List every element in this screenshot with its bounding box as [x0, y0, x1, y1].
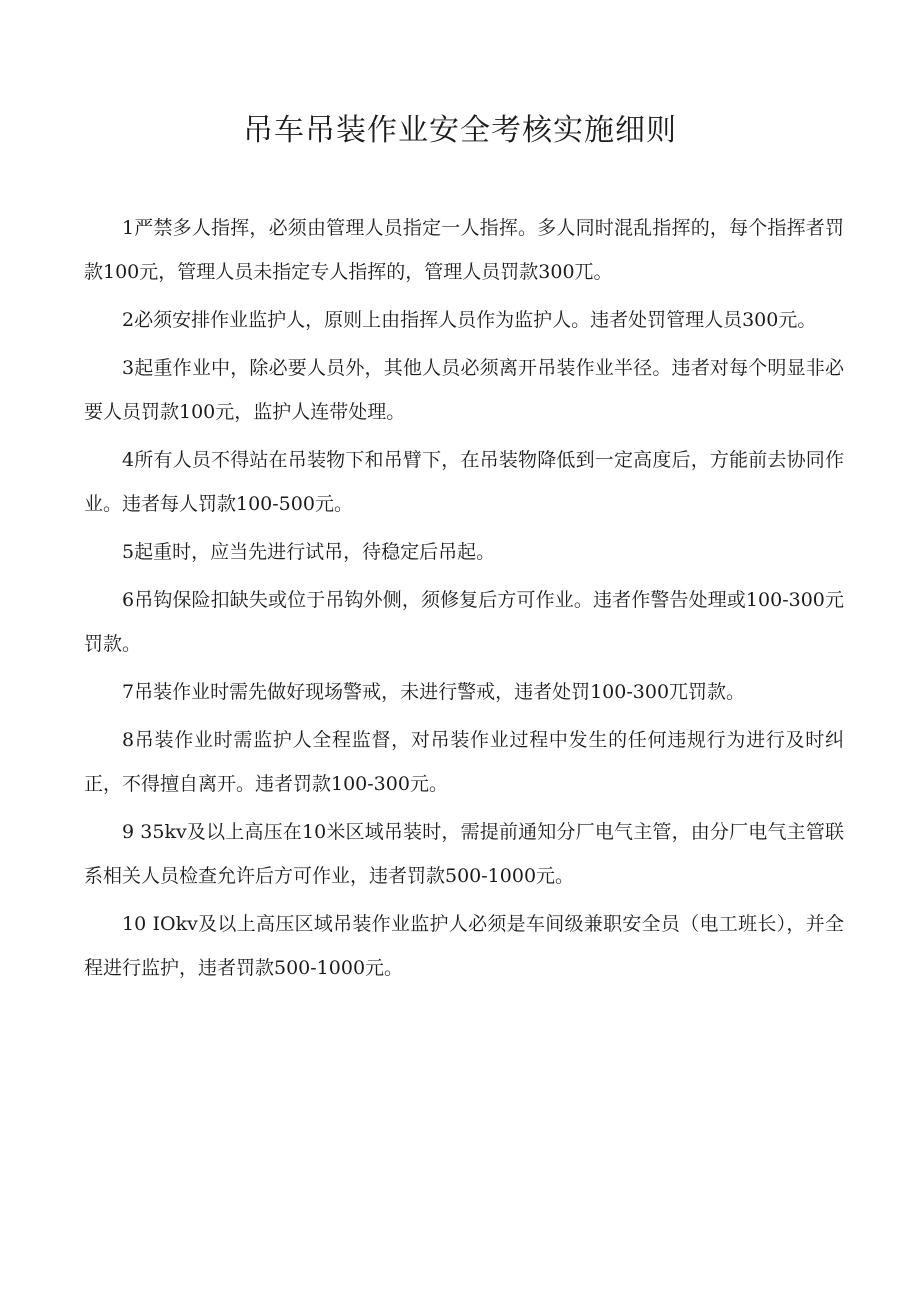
rule-paragraph-8: 8吊装作业时需监护人全程监督，对吊装作业过程中发生的任何违规行为进行及时纠正，不得擅自离开。违者罚款100-300元。 — [84, 729, 844, 795]
rule-paragraph-5: 5起重时，应当先进行试吊，待稳定后吊起。 — [122, 541, 496, 563]
document-title: 吊车吊装作业安全考核实施细则 — [243, 113, 677, 148]
rule-paragraph-1: 1严禁多人指挥，必须由管理人员指定一人指挥。多人同时混乱指挥的，每个指挥者罚款100元，管理人员未指定专人指挥的，管理人员罚款300兀。 — [84, 217, 844, 283]
rule-paragraph-7: 7吊装作业时需先做好现场警戒，未进行警戒，违者处罚100-300兀罚款。 — [122, 681, 746, 703]
rule-paragraph-9: 9 35kv及以上高压在10米区域吊装时，需提前通知分厂电气主管，由分厂电气主管联系相关人员检查允许后方可作业，违者罚款500-1000元。 — [84, 821, 844, 887]
rule-paragraph-10: 10 IOkv及以上高压区域吊装作业监护人必须是车间级兼职安全员（电工班长），并全程进行监护，违者罚款500-1000元。 — [84, 913, 844, 979]
rule-paragraph-3: 3起重作业中，除必要人员外，其他人员必须离开吊装作业半径。违者对每个明显非必要人员罚款100元，监护人连带处理。 — [84, 357, 844, 423]
rule-paragraph-2: 2必须安排作业监护人，原则上由指挥人员作为监护人。违者处罚管理人员300元。 — [122, 309, 817, 331]
document-body — [84, 206, 844, 990]
rule-paragraph-4: 4所有人员不得站在吊装物下和吊臂下，在吊装物降低到一定高度后，方能前去协同作业。违者每人罚款100-500元。 — [84, 449, 844, 515]
rule-paragraph-6: 6吊钩保险扣缺失或位于吊钩外侧，须修复后方可作业。违者作警告处理或100-300元罚款。 — [84, 589, 844, 655]
